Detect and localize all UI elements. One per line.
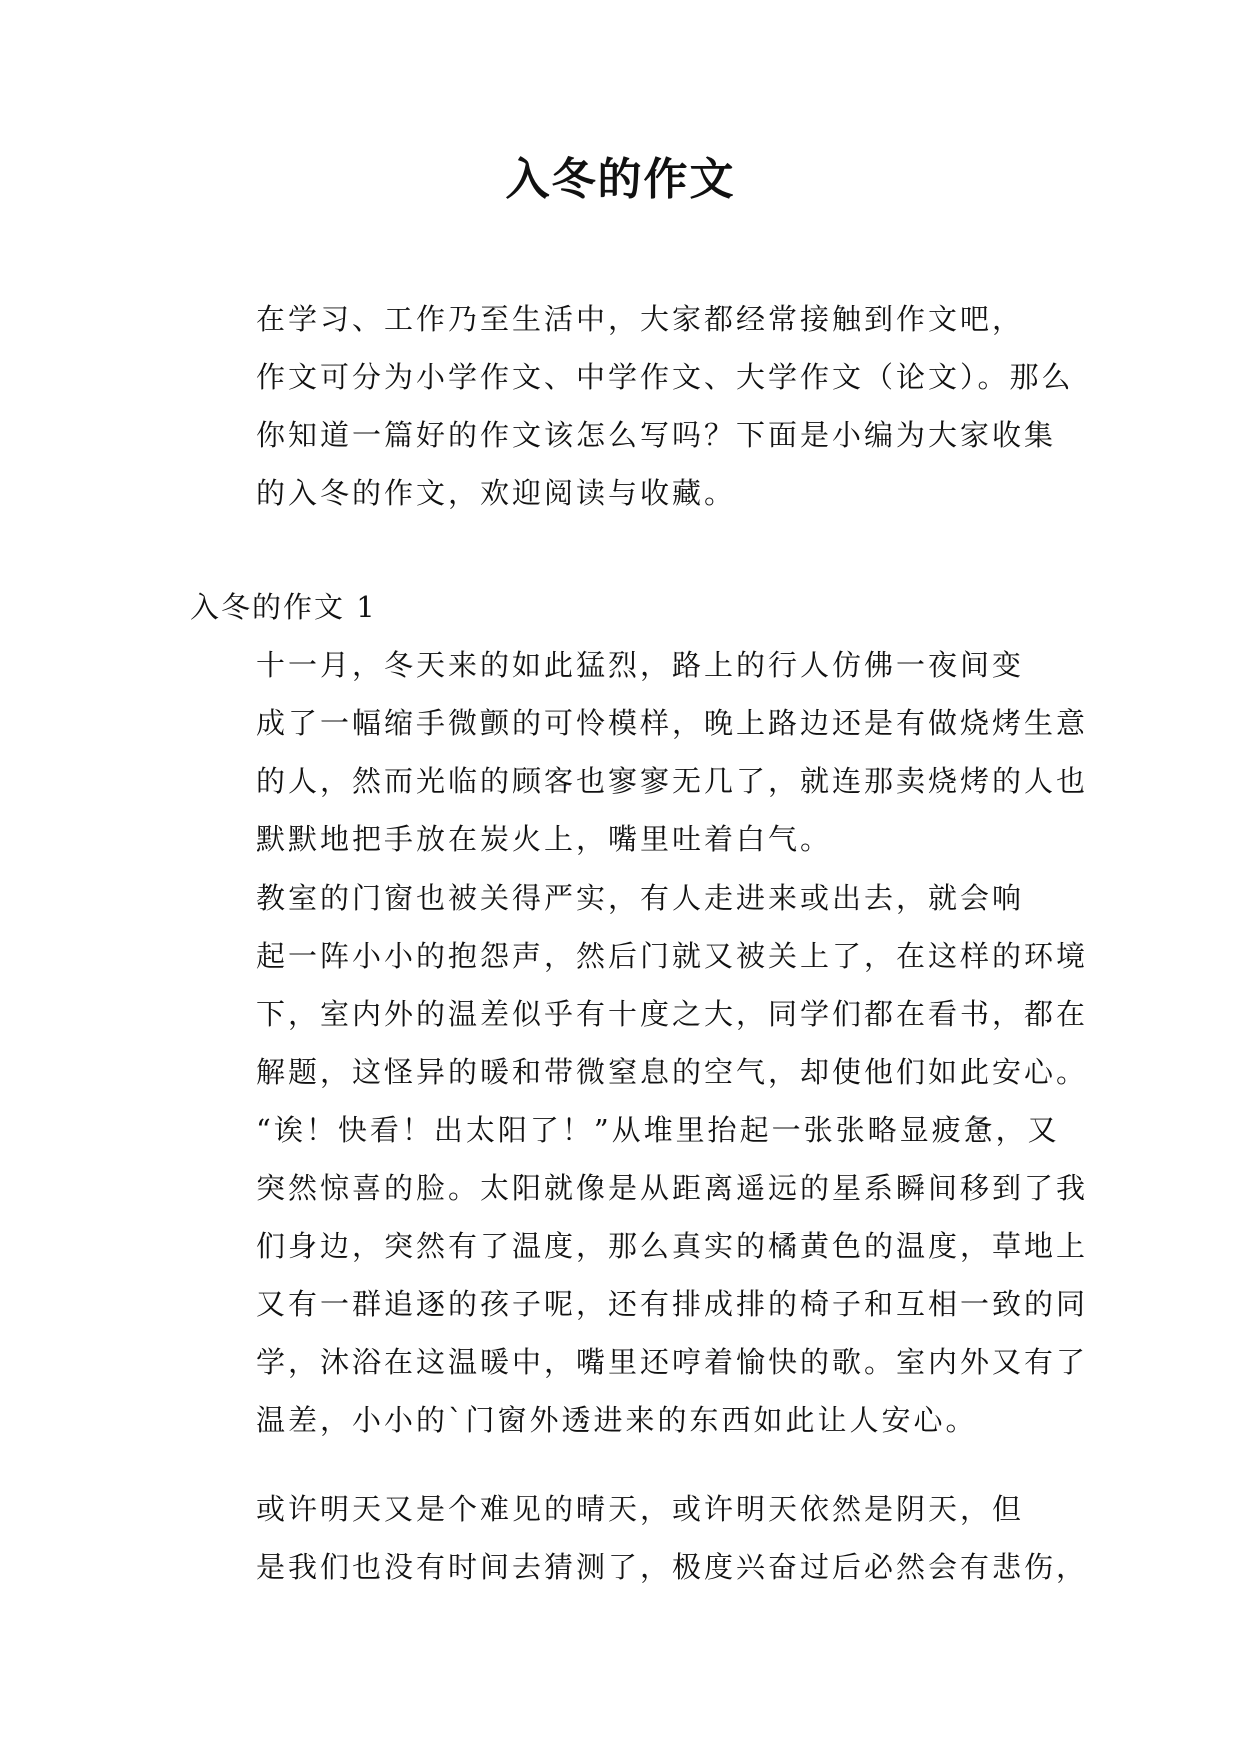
paragraph-line: 起一阵小小的抱怨声，然后门就又被关上了，在这样的环境: [256, 939, 1089, 973]
intro-line: 在学习、工作乃至生活中，大家都经常接触到作文吧，: [256, 302, 1025, 336]
paragraph-line: “诶！快看！出太阳了！”从堆里抬起一张张略显疲惫，又: [256, 1113, 1060, 1147]
intro-paragraph: [190, 290, 1074, 522]
paragraph-line: 或许明天又是个难见的晴天，或许明天依然是阴天，但: [256, 1492, 1025, 1526]
paragraph-line: 默默地把手放在炭火上，嘴里吐着白气。: [256, 822, 833, 856]
paragraph-line: 成了一幅缩手微颤的可怜模样，晚上路边还是有做烧烤生意: [256, 706, 1089, 740]
paragraph-3: [190, 1480, 1089, 1596]
paragraph-line: 教室的门窗也被关得严实，有人走进来或出去，就会响: [256, 881, 1025, 915]
paragraph-line: 下，室内外的温差似乎有十度之大，同学们都在看书，都在: [256, 997, 1089, 1031]
paragraph-line: 学，沐浴在这温暖中，嘴里还哼着愉快的歌。室内外又有了: [256, 1345, 1089, 1379]
intro-line: 你知道一篇好的作文该怎么写吗？下面是小编为大家收集: [256, 418, 1057, 452]
paragraph-line: 突然惊喜的脸。太阳就像是从距离遥远的星系瞬间移到了我: [256, 1171, 1089, 1205]
intro-line: 作文可分为小学作文、中学作文、大学作文（论文）。那么: [256, 360, 1074, 394]
paragraph-line: 解题，这怪异的暖和带微窒息的空气，却使他们如此安心。: [256, 1055, 1089, 1089]
intro-line: 的入冬的作文，欢迎阅读与收藏。: [256, 476, 737, 510]
paragraph-line: 温差，小小的`门窗外透进来的东西如此让人安心。: [256, 1403, 978, 1437]
paragraph-1: [190, 636, 1089, 868]
document-title: 入冬的作文: [505, 154, 736, 205]
section-heading: 入冬的作文 1: [190, 590, 377, 624]
paragraph-line: 又有一群追逐的孩子呢，还有排成排的椅子和互相一致的同: [256, 1287, 1089, 1321]
paragraph-2: [190, 869, 1089, 1449]
paragraph-line: 们身边，突然有了温度，那么真实的橘黄色的温度，草地上: [256, 1229, 1089, 1263]
paragraph-line: 十一月，冬天来的如此猛烈，路上的行人仿佛一夜间变: [256, 648, 1025, 682]
paragraph-line: 是我们也没有时间去猜测了，极度兴奋过后必然会有悲伤，: [256, 1550, 1089, 1584]
paragraph-line: 的人，然而光临的顾客也寥寥无几了，就连那卖烧烤的人也: [256, 764, 1089, 798]
